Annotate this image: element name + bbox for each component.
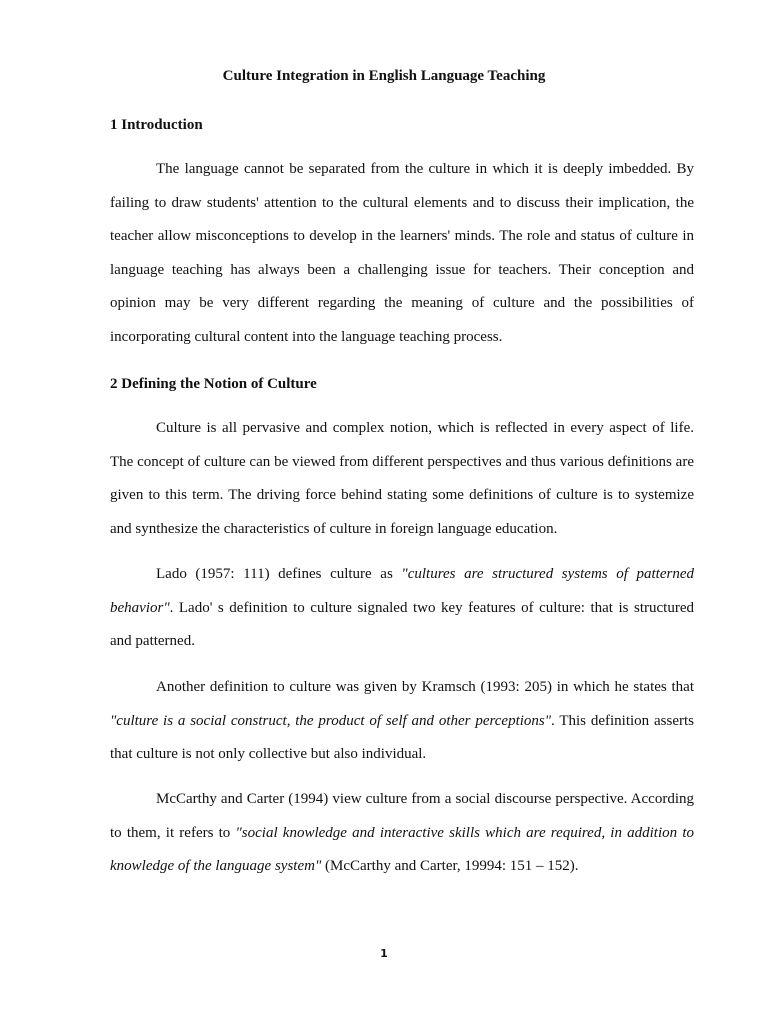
- section-heading-introduction: 1 Introduction: [110, 117, 203, 133]
- paragraph-lado-definition: [110, 558, 694, 659]
- quotation: "social knowledge and interactive skills which are required, in addition to knowledge of the language system": [110, 824, 694, 874]
- quotation: "culture is a social construct, the product of self and other perceptions": [110, 712, 552, 729]
- paragraph-text: Another definition to culture was given by Kramsch (1993: 205) in which he states that: [156, 679, 694, 695]
- paragraph-text: . This definition asserts that culture is not only collective but also individual.: [110, 712, 694, 762]
- paragraph-text: McCarthy and Carter (1994) view culture from a social discourse perspective. According to them, it refers to: [110, 791, 694, 841]
- paragraph-kramsch-definition: [110, 671, 694, 772]
- section-heading-defining-culture: 2 Defining the Notion of Culture: [110, 376, 317, 392]
- page-number: 1: [380, 947, 388, 960]
- paragraph-text: Lado (1957: 111) defines culture as: [156, 566, 402, 582]
- paragraph-culture-notion: Culture is all pervasive and complex notion, which is reflected in every aspect of life. The concept of culture can be viewed from different perspectives and thus various definitions are given to this term. The driving force behind stating some definitions of culture is to systemize and synthesize the characteristics of culture in foreign language education.: [110, 420, 694, 537]
- quotation: "cultures are structured systems of patterned behavior": [110, 566, 694, 616]
- paragraph-text: (McCarthy and Carter, 19994: 151 – 152).: [321, 858, 579, 874]
- paragraph-text: . Lado' s definition to culture signaled two key features of culture: that is structured and patterned.: [110, 599, 694, 649]
- document-title: Culture Integration in English Language Teaching: [222, 68, 546, 84]
- paragraph-mccarthy-carter-definition: [110, 783, 694, 884]
- paragraph-introduction: The language cannot be separated from the culture in which it is deeply imbedded. By failing to draw students' attention to the cultural elements and to discuss their implication, the teacher allow misconceptions to develop in the learners' minds. The role and status of culture in language teaching has always been a challenging issue for teachers. Their conception and opinion may be very different regarding the meaning of culture and the possibilities of incorporating cultural content into the language teaching process.: [110, 161, 694, 345]
